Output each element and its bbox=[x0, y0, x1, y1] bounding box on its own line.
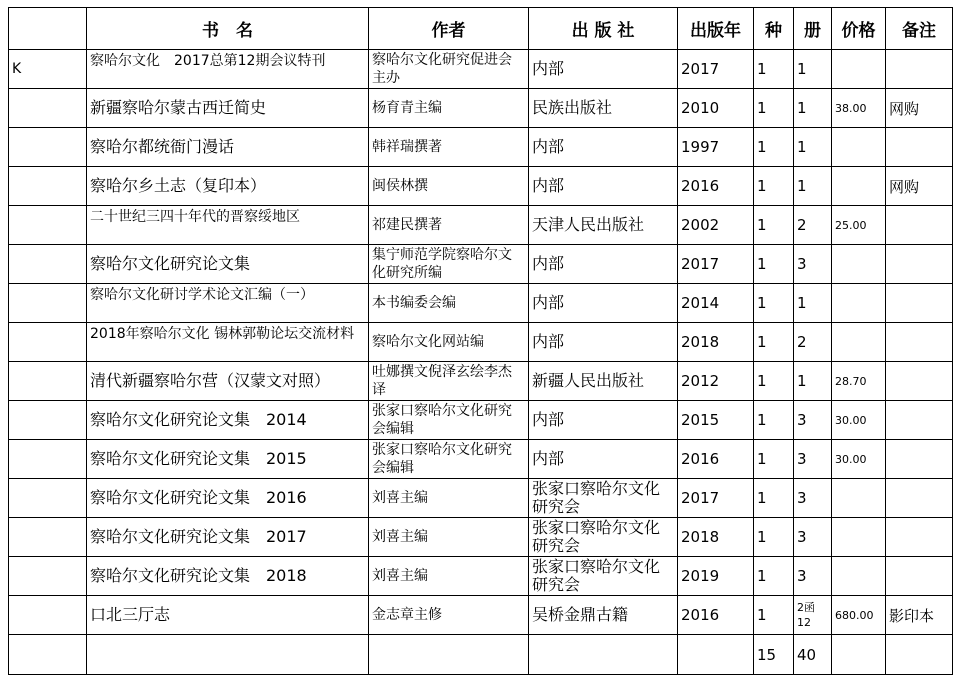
price-cell bbox=[832, 557, 886, 596]
title-cell: 新疆察哈尔蒙古西迁简史 bbox=[87, 89, 369, 128]
year-cell: 2017 bbox=[678, 479, 754, 518]
publisher-cell: 民族出版社 bbox=[529, 89, 678, 128]
notes-cell bbox=[886, 518, 953, 557]
title-cell: 察哈尔文化研究论文集 2017 bbox=[87, 518, 369, 557]
notes-cell bbox=[886, 323, 953, 362]
volumes-cell: 3 bbox=[794, 245, 832, 284]
classification-cell bbox=[9, 284, 87, 323]
table-row bbox=[9, 401, 953, 440]
price-cell: 30.00 bbox=[832, 440, 886, 479]
title-cell: 口北三厅志 bbox=[87, 596, 369, 635]
notes-cell bbox=[886, 284, 953, 323]
volumes-cell: 1 bbox=[794, 89, 832, 128]
volumes-cell: 1 bbox=[794, 128, 832, 167]
classification-cell bbox=[9, 245, 87, 284]
empty-cell bbox=[832, 635, 886, 675]
total-kind-cell: 15 bbox=[754, 635, 794, 675]
volumes-cell: 1 bbox=[794, 167, 832, 206]
notes-cell bbox=[886, 401, 953, 440]
classification-cell bbox=[9, 401, 87, 440]
publisher-cell: 内部 bbox=[529, 128, 678, 167]
empty-cell bbox=[529, 635, 678, 675]
table-row bbox=[9, 362, 953, 401]
table-row bbox=[9, 206, 953, 245]
header-year: 出版年 bbox=[678, 8, 754, 50]
volumes-cell: 3 bbox=[794, 557, 832, 596]
kind-cell: 1 bbox=[754, 128, 794, 167]
author-cell: 察哈尔文化网站编 bbox=[369, 323, 529, 362]
header-price: 价格 bbox=[832, 8, 886, 50]
publisher-cell: 内部 bbox=[529, 284, 678, 323]
volumes-cell: 1 bbox=[794, 284, 832, 323]
price-cell bbox=[832, 284, 886, 323]
header-volumes: 册 bbox=[794, 8, 832, 50]
year-cell: 2012 bbox=[678, 362, 754, 401]
empty-cell bbox=[87, 635, 369, 675]
kind-cell: 1 bbox=[754, 557, 794, 596]
publisher-cell: 张家口察哈尔文化研究会 bbox=[529, 557, 678, 596]
title-cell: 察哈尔乡土志（复印本） bbox=[87, 167, 369, 206]
year-cell: 2002 bbox=[678, 206, 754, 245]
empty-cell bbox=[678, 635, 754, 675]
publisher-cell: 张家口察哈尔文化研究会 bbox=[529, 479, 678, 518]
publisher-cell: 内部 bbox=[529, 440, 678, 479]
kind-cell: 1 bbox=[754, 323, 794, 362]
table-row bbox=[9, 167, 953, 206]
title-cell: 察哈尔文化研究论文集 2016 bbox=[87, 479, 369, 518]
totals-row bbox=[9, 635, 953, 675]
publisher-cell: 新疆人民出版社 bbox=[529, 362, 678, 401]
price-cell: 28.70 bbox=[832, 362, 886, 401]
volumes-cell: 3 bbox=[794, 518, 832, 557]
publisher-cell: 张家口察哈尔文化研究会 bbox=[529, 518, 678, 557]
kind-cell: 1 bbox=[754, 362, 794, 401]
year-cell: 2017 bbox=[678, 245, 754, 284]
author-cell: 刘喜主编 bbox=[369, 479, 529, 518]
year-cell: 2016 bbox=[678, 440, 754, 479]
price-cell: 680.00 bbox=[832, 596, 886, 635]
notes-cell bbox=[886, 50, 953, 89]
kind-cell: 1 bbox=[754, 167, 794, 206]
classification-cell bbox=[9, 596, 87, 635]
notes-cell bbox=[886, 206, 953, 245]
classification-cell bbox=[9, 440, 87, 479]
title-cell: 二十世纪三四十年代的晋察绥地区 bbox=[87, 206, 369, 245]
price-cell bbox=[832, 323, 886, 362]
classification-cell bbox=[9, 323, 87, 362]
classification-cell bbox=[9, 479, 87, 518]
notes-cell: 网购 bbox=[886, 89, 953, 128]
classification-cell bbox=[9, 206, 87, 245]
table-row bbox=[9, 596, 953, 635]
author-cell: 集宁师范学院察哈尔文化研究所编 bbox=[369, 245, 529, 284]
author-cell: 韩祥瑞撰著 bbox=[369, 128, 529, 167]
header-blank bbox=[9, 8, 87, 50]
publisher-cell: 内部 bbox=[529, 401, 678, 440]
classification-cell: K bbox=[9, 50, 87, 89]
notes-cell bbox=[886, 557, 953, 596]
notes-cell: 影印本 bbox=[886, 596, 953, 635]
table-row bbox=[9, 479, 953, 518]
year-cell: 2014 bbox=[678, 284, 754, 323]
table-row bbox=[9, 245, 953, 284]
publisher-cell: 天津人民出版社 bbox=[529, 206, 678, 245]
title-cell: 察哈尔文化研究论文集 bbox=[87, 245, 369, 284]
publisher-cell: 内部 bbox=[529, 245, 678, 284]
author-cell: 金志章主修 bbox=[369, 596, 529, 635]
price-cell bbox=[832, 128, 886, 167]
publisher-cell: 吴桥金鼎古籍 bbox=[529, 596, 678, 635]
volumes-cell: 1 bbox=[794, 50, 832, 89]
kind-cell: 1 bbox=[754, 518, 794, 557]
table-row bbox=[9, 89, 953, 128]
price-cell bbox=[832, 167, 886, 206]
header-kind: 种 bbox=[754, 8, 794, 50]
header-author: 作者 bbox=[369, 8, 529, 50]
author-cell: 张家口察哈尔文化研究会编辑 bbox=[369, 401, 529, 440]
notes-cell bbox=[886, 128, 953, 167]
author-cell: 察哈尔文化研究促进会主办 bbox=[369, 50, 529, 89]
table-row bbox=[9, 50, 953, 89]
year-cell: 2010 bbox=[678, 89, 754, 128]
price-cell bbox=[832, 479, 886, 518]
author-cell: 闽侯林撰 bbox=[369, 167, 529, 206]
table-row bbox=[9, 518, 953, 557]
kind-cell: 1 bbox=[754, 479, 794, 518]
author-cell: 刘喜主编 bbox=[369, 518, 529, 557]
price-cell: 25.00 bbox=[832, 206, 886, 245]
title-cell: 2018年察哈尔文化 锡林郭勒论坛交流材料 bbox=[87, 323, 369, 362]
publisher-cell: 内部 bbox=[529, 323, 678, 362]
year-cell: 1997 bbox=[678, 128, 754, 167]
classification-cell bbox=[9, 557, 87, 596]
notes-cell bbox=[886, 440, 953, 479]
table-row bbox=[9, 284, 953, 323]
price-cell: 30.00 bbox=[832, 401, 886, 440]
price-cell bbox=[832, 518, 886, 557]
year-cell: 2016 bbox=[678, 596, 754, 635]
classification-cell bbox=[9, 167, 87, 206]
table-row bbox=[9, 557, 953, 596]
title-cell: 察哈尔文化研究论文集 2014 bbox=[87, 401, 369, 440]
title-cell: 察哈尔文化 2017总第12期会议特刊 bbox=[87, 50, 369, 89]
table-row bbox=[9, 323, 953, 362]
notes-cell bbox=[886, 479, 953, 518]
empty-cell bbox=[886, 635, 953, 675]
title-cell: 察哈尔文化研讨学术论文汇编（一） bbox=[87, 284, 369, 323]
year-cell: 2018 bbox=[678, 323, 754, 362]
kind-cell: 1 bbox=[754, 401, 794, 440]
year-cell: 2015 bbox=[678, 401, 754, 440]
title-cell: 察哈尔文化研究论文集 2018 bbox=[87, 557, 369, 596]
volumes-case-count: 2函 bbox=[797, 601, 815, 614]
title-cell: 察哈尔都统衙门漫话 bbox=[87, 128, 369, 167]
notes-cell: 网购 bbox=[886, 167, 953, 206]
kind-cell: 1 bbox=[754, 596, 794, 635]
empty-cell bbox=[9, 635, 87, 675]
volumes-cell: 3 bbox=[794, 479, 832, 518]
price-cell: 38.00 bbox=[832, 89, 886, 128]
empty-cell bbox=[369, 635, 529, 675]
volumes-cell: 2 bbox=[794, 206, 832, 245]
table-row bbox=[9, 128, 953, 167]
author-cell: 杨育青主编 bbox=[369, 89, 529, 128]
year-cell: 2016 bbox=[678, 167, 754, 206]
kind-cell: 1 bbox=[754, 50, 794, 89]
kind-cell: 1 bbox=[754, 284, 794, 323]
notes-cell bbox=[886, 362, 953, 401]
year-cell: 2017 bbox=[678, 50, 754, 89]
title-cell: 清代新疆察哈尔营（汉蒙文对照） bbox=[87, 362, 369, 401]
publisher-cell: 内部 bbox=[529, 50, 678, 89]
price-cell bbox=[832, 50, 886, 89]
total-volumes-cell: 40 bbox=[794, 635, 832, 675]
author-cell: 吐娜撰文倪泽玄绘李杰译 bbox=[369, 362, 529, 401]
kind-cell: 1 bbox=[754, 206, 794, 245]
table-row bbox=[9, 440, 953, 479]
year-cell: 2018 bbox=[678, 518, 754, 557]
author-cell: 本书编委会编 bbox=[369, 284, 529, 323]
volumes-cell: 1 bbox=[794, 362, 832, 401]
header-title: 书 名 bbox=[87, 8, 369, 50]
volumes-book-count: 12 bbox=[797, 616, 811, 629]
volumes-cell: 2 bbox=[794, 323, 832, 362]
classification-cell bbox=[9, 89, 87, 128]
title-cell: 察哈尔文化研究论文集 2015 bbox=[87, 440, 369, 479]
header-row bbox=[9, 8, 953, 50]
year-cell: 2019 bbox=[678, 557, 754, 596]
classification-cell bbox=[9, 128, 87, 167]
book-list-table bbox=[8, 7, 953, 675]
classification-cell bbox=[9, 362, 87, 401]
author-cell: 祁建民撰著 bbox=[369, 206, 529, 245]
classification-cell bbox=[9, 518, 87, 557]
author-cell: 刘喜主编 bbox=[369, 557, 529, 596]
author-cell: 张家口察哈尔文化研究会编辑 bbox=[369, 440, 529, 479]
volumes-cell: 3 bbox=[794, 401, 832, 440]
volumes-cell bbox=[794, 596, 832, 635]
kind-cell: 1 bbox=[754, 89, 794, 128]
header-publisher: 出 版 社 bbox=[529, 8, 678, 50]
volumes-cell: 3 bbox=[794, 440, 832, 479]
kind-cell: 1 bbox=[754, 440, 794, 479]
price-cell bbox=[832, 245, 886, 284]
publisher-cell: 内部 bbox=[529, 167, 678, 206]
header-notes: 备注 bbox=[886, 8, 953, 50]
notes-cell bbox=[886, 245, 953, 284]
kind-cell: 1 bbox=[754, 245, 794, 284]
